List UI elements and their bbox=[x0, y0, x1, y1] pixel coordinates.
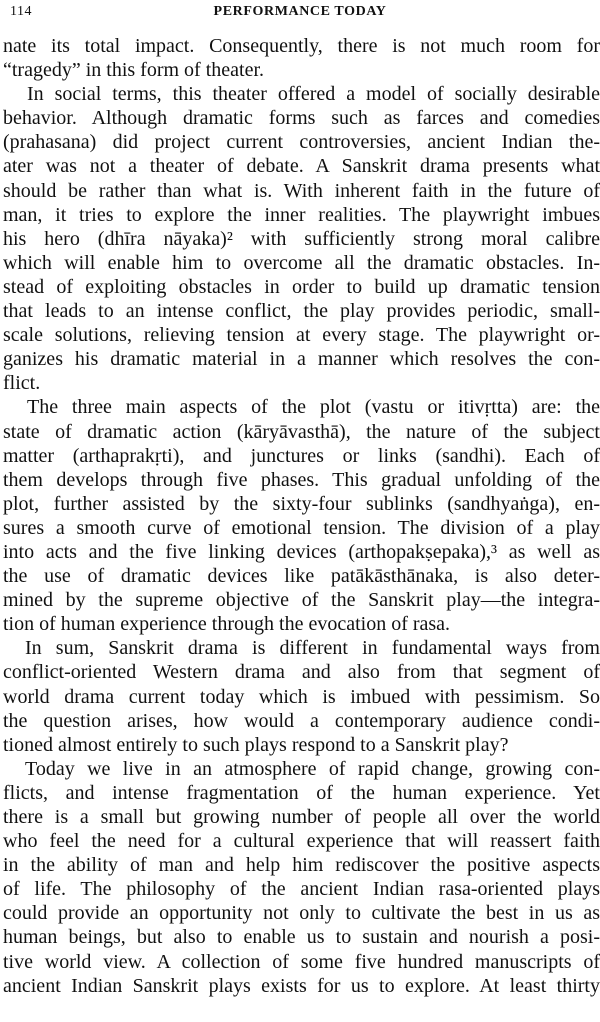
text-line: tioned almost entirely to such plays respond to a Sanskrit play? bbox=[3, 733, 509, 756]
text-line: ganizes his dramatic material in a manner which resolves the con- bbox=[3, 348, 600, 371]
text-line: flicts, and intense fragmentation of the human experience. Yet bbox=[3, 781, 600, 804]
text-line: world drama current today which is imbued with pessimism. So bbox=[3, 685, 600, 708]
text-line: his hero (dhīra nāyaka)² with sufficiently strong moral calibre bbox=[3, 227, 600, 250]
text-line: human beings, but also to enable us to sustain and nourish a posi- bbox=[3, 926, 600, 949]
body-text bbox=[3, 34, 600, 998]
text-line: tive world view. A collection of some five hundred manuscripts of bbox=[3, 950, 600, 973]
text-line: Today we live in an atmosphere of rapid change, growing con- bbox=[25, 757, 600, 780]
text-line: “tragedy” in this form of theater. bbox=[3, 59, 265, 82]
text-line: (prahasana) did project current controversies, ancient Indian the- bbox=[3, 131, 600, 154]
text-line: tion of human experience through the evocation of rasa. bbox=[3, 613, 451, 636]
text-line: the question arises, how would a contemporary audience condi- bbox=[3, 709, 600, 732]
page-number: 114 bbox=[10, 4, 32, 19]
text-line: In sum, Sanskrit drama is different in fundamental ways from bbox=[25, 637, 600, 660]
text-line: of life. The philosophy of the ancient Indian rasa-oriented plays bbox=[3, 878, 600, 901]
text-line: in the ability of man and help him rediscover the positive aspects bbox=[3, 854, 600, 877]
text-line: into acts and the five linking devices (arthopakṣepaka),³ as well as bbox=[3, 540, 600, 563]
running-header bbox=[10, 2, 590, 22]
text-line: ater was not a theater of debate. A Sanskrit drama presents what bbox=[3, 155, 600, 178]
text-line: should be rather than what is. With inherent faith in the future of bbox=[3, 179, 600, 202]
text-line: stead of exploiting obstacles in order to build up dramatic tension bbox=[3, 275, 600, 298]
text-line: could provide an opportunity not only to cultivate the best in us as bbox=[3, 902, 600, 925]
text-line: the use of dramatic devices like patākāsthānaka, is also deter- bbox=[3, 565, 600, 588]
text-line: scale solutions, relieving tension at every stage. The playwright or- bbox=[3, 324, 600, 347]
text-line: mined by the supreme objective of the Sanskrit play—the integra- bbox=[3, 589, 600, 612]
text-line: nate its total impact. Consequently, there is not much room for bbox=[3, 35, 600, 57]
text-line: sures a smooth curve of emotional tension. The division of a play bbox=[3, 516, 600, 539]
text-line: which will enable him to overcome all the dramatic obstacles. In- bbox=[3, 251, 600, 274]
text-line: man, it tries to explore the inner realities. The playwright imbues bbox=[3, 203, 600, 226]
text-line: The three main aspects of the plot (vastu or itivṛtta) are: the bbox=[27, 396, 600, 419]
text-line: who feel the need for a cultural experience that will reassert faith bbox=[3, 830, 600, 853]
text-line: there is a small but growing number of people all over the world bbox=[3, 806, 600, 828]
text-line: ancient Indian Sanskrit plays exists for us to explore. At least thirty bbox=[3, 974, 600, 997]
text-line: plot, further assisted by the sixty-four sublinks (sandhyaṅga), en- bbox=[3, 492, 600, 515]
text-line: them develops through five phases. This gradual unfolding of the bbox=[3, 468, 600, 491]
text-line: behavior. Although dramatic forms such as farces and comedies bbox=[3, 107, 600, 130]
text-line: state of dramatic action (kāryāvasthā), the nature of the subject bbox=[3, 420, 600, 443]
text-line: that leads to an intense conflict, the play provides periodic, small- bbox=[3, 300, 600, 323]
text-line: matter (arthaprakṛti), and junctures or links (sandhi). Each of bbox=[3, 444, 600, 467]
text-line: conflict-oriented Western drama and also from that segment of bbox=[3, 661, 600, 684]
text-line: In social terms, this theater offered a model of socially desirable bbox=[27, 83, 600, 106]
running-title: PERFORMANCE TODAY bbox=[213, 4, 387, 19]
text-line: flict. bbox=[3, 372, 41, 395]
